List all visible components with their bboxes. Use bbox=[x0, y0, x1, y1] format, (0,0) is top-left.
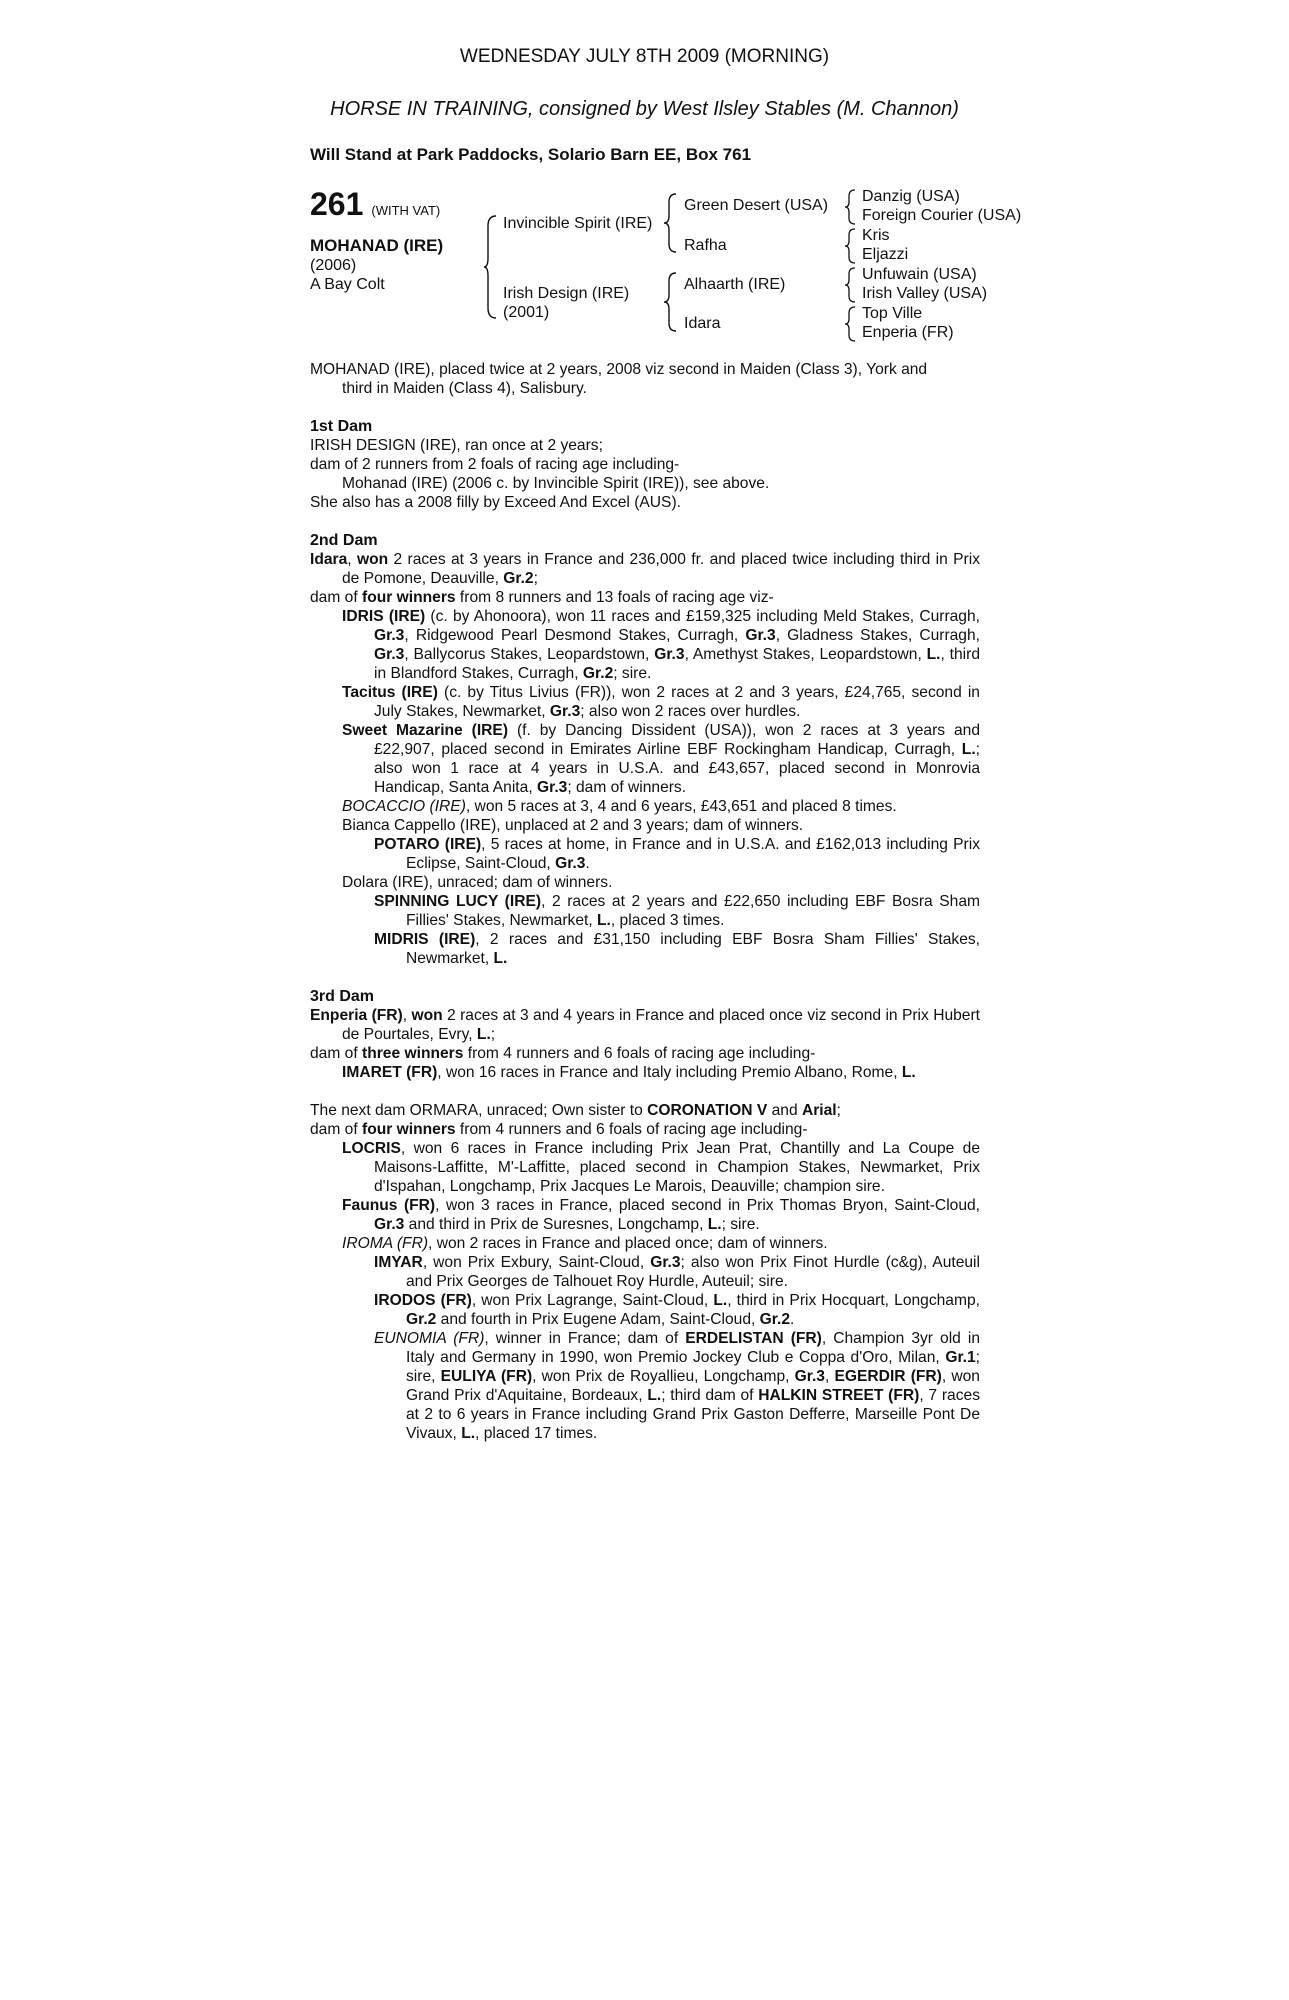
pedigree-dam-sire: Alhaarth (IRE) bbox=[684, 276, 786, 293]
next-dam-produce-line: dam of four winners from 4 runners and 6 foals of racing age including- bbox=[310, 1121, 808, 1138]
next-dam-line: The next dam ORMARA, unraced; Own sister to CORONATION V and Arial; bbox=[310, 1102, 841, 1119]
dolara-entry: Dolara (IRE), unraced; dam of winners. bbox=[342, 874, 613, 891]
first-dam-line-1: IRISH DESIGN (IRE), ran once at 2 years; bbox=[310, 437, 603, 454]
bocaccio-entry: BOCACCIO (IRE), won 5 races at 3, 4 and 6 years, £43,651 and placed 8 times. bbox=[342, 798, 897, 815]
pedigree-ggs-4: Eljazzi bbox=[862, 246, 909, 263]
stand-location: Will Stand at Park Paddocks, Solario Barn EE, Box 761 bbox=[310, 145, 752, 164]
imaret-entry: IMARET (FR), won 16 races in France and Italy including Premio Albano, Rome, L. bbox=[342, 1064, 916, 1081]
second-dam-produce-line: dam of four winners from 8 runners and 13 foals of racing age viz- bbox=[310, 589, 774, 606]
pedigree-brace-gen1 bbox=[484, 214, 498, 320]
pedigree-ggs-1: Danzig (USA) bbox=[862, 188, 960, 205]
horse-name: MOHANAD (IRE) bbox=[310, 236, 444, 255]
locris-entry: LOCRIS, won 6 races in France including Prix Jean Prat, Chantilly and La Coupe de Maisons-Laffitte, M'-Laffitte, placed second in Champion Stakes, Newmarket, Prix d'Ispahan, Longchamp, Prix Jacques Le Marois, Deauville; champion sire. bbox=[342, 1140, 980, 1195]
horse-description: A Bay Colt bbox=[310, 276, 385, 293]
pedigree-brace-ggs-4 bbox=[845, 305, 857, 343]
intro-line-2: third in Maiden (Class 4), Salisbury. bbox=[342, 380, 587, 397]
lot-number: 261 bbox=[310, 186, 364, 222]
idris-entry: IDRIS (IRE) (c. by Ahonoora), won 11 races and £159,325 including Meld Stakes, Curragh, Gr.3, Ridgewood Pearl Desmond Stakes, Curragh, Gr.3, Gladness Stakes, Curragh, Gr.3, Ballycorus Stakes, Leopardstown, Gr.3, Amethyst Stakes, Leopardstown, L., third in Blandford Stakes, Curragh, Gr.2; sire. bbox=[342, 608, 980, 682]
pedigree-ggs-5: Unfuwain (USA) bbox=[862, 266, 977, 283]
pedigree-ggs-3: Kris bbox=[862, 227, 890, 244]
third-dam-heading: 3rd Dam bbox=[310, 988, 375, 1005]
imyar-entry: IMYAR, won Prix Exbury, Saint-Cloud, Gr.3; also won Prix Finot Hurdle (c&g), Auteuil and Prix Georges de Talhouet Roy Hurdle, Auteuil; sire. bbox=[374, 1254, 980, 1290]
third-dam-produce-line: dam of three winners from 4 runners and 6 foals of racing age including- bbox=[310, 1045, 816, 1062]
sweet-mazarine-entry: Sweet Mazarine (IRE) (f. by Dancing Dissident (USA)), won 2 races at 3 years and £22,907, placed second in Emirates Airline EBF Rockingham Handicap, Curragh, L.; also won 1 race at 4 years in U.S.A. and £43,657, placed second in Monrovia Handicap, Santa Anita, Gr.3; dam of winners. bbox=[342, 722, 981, 796]
eunomia-entry: EUNOMIA (FR), winner in France; dam of ERDELISTAN (FR), Champion 3yr old in Italy and Germany in 1990, won Premio Jockey Club e Coppa d'Oro, Milan, Gr.1; sire, EULIYA (FR), won Prix de Royallieu, Longchamp, Gr.3, EGERDIR (FR), won Grand Prix d'Aquitaine, Bordeaux, L.; third dam of HALKIN STREET (FR), 7 races at 2 to 6 years in France including Grand Prix Gaston Defferre, Marseille Pont De Vivaux, L., placed 17 times. bbox=[374, 1330, 981, 1442]
first-dam-line-3: Mohanad (IRE) (2006 c. by Invincible Spirit (IRE)), see above. bbox=[342, 475, 770, 492]
catalogue-body bbox=[310, 360, 980, 1443]
irodos-entry: IRODOS (FR), won Prix Lagrange, Saint-Cloud, L., third in Prix Hocquart, Longchamp, Gr.2 and fourth in Prix Eugene Adam, Saint-Cloud, Gr.2. bbox=[374, 1292, 980, 1328]
pedigree-dam-dam: Idara bbox=[684, 315, 721, 332]
pedigree-ggs-7: Top Ville bbox=[862, 305, 923, 322]
sale-date: WEDNESDAY JULY 8TH 2009 (MORNING) bbox=[459, 46, 830, 67]
pedigree-sire-dam: Rafha bbox=[684, 237, 727, 254]
potaro-entry: POTARO (IRE), 5 races at home, in France and in U.S.A. and £162,013 including Prix Eclipse, Saint-Cloud, Gr.3. bbox=[374, 836, 981, 872]
pedigree-ggs-6: Irish Valley (USA) bbox=[862, 285, 988, 302]
pedigree-dam: Irish Design (IRE) bbox=[503, 285, 630, 302]
pedigree-brace-sire bbox=[664, 192, 678, 254]
pedigree-brace-dam bbox=[664, 271, 678, 333]
faunus-entry: Faunus (FR), won 3 races in France, placed second in Prix Thomas Bryon, Saint-Cloud, Gr.3 and third in Prix de Suresnes, Longchamp, L.; sire. bbox=[342, 1197, 981, 1233]
lot-vat: (WITH VAT) bbox=[371, 203, 441, 218]
enperia-entry: Enperia (FR), won 2 races at 3 and 4 years in France and placed once viz second in Prix Hubert de Pourtales, Evry, L.; bbox=[310, 1007, 980, 1043]
idara-entry: Idara, won 2 races at 3 years in France and 236,000 fr. and placed twice including third in Prix de Pomone, Deauville, Gr.2; bbox=[310, 551, 980, 587]
first-dam-heading: 1st Dam bbox=[310, 418, 373, 435]
lot-header bbox=[310, 186, 440, 223]
consignor-line: HORSE IN TRAINING, consigned by West Ilsley Stables (M. Channon) bbox=[330, 98, 959, 120]
pedigree-sire: Invincible Spirit (IRE) bbox=[503, 215, 653, 232]
pedigree-ggs-2: Foreign Courier (USA) bbox=[862, 207, 1022, 224]
midris-entry: MIDRIS (IRE), 2 races and £31,150 including EBF Bosra Sham Fillies' Stakes, Newmarket, L. bbox=[374, 931, 980, 967]
first-dam-line-4: She also has a 2008 filly by Exceed And Excel (AUS). bbox=[310, 494, 681, 511]
tacitus-entry: Tacitus (IRE) (c. by Titus Livius (FR)), won 2 races at 2 and 3 years, £24,765, second in July Stakes, Newmarket, Gr.3; also won 2 races over hurdles. bbox=[342, 684, 980, 720]
intro-line-1: MOHANAD (IRE), placed twice at 2 years, 2008 viz second in Maiden (Class 3), York and bbox=[310, 361, 928, 378]
pedigree-brace-ggs-1 bbox=[845, 188, 857, 226]
first-dam-line-2: dam of 2 runners from 2 foals of racing age including- bbox=[310, 456, 680, 473]
pedigree-brace-ggs-3 bbox=[845, 266, 857, 304]
iroma-entry: IROMA (FR), won 2 races in France and placed once; dam of winners. bbox=[342, 1235, 828, 1252]
horse-year: (2006) bbox=[310, 257, 357, 274]
pedigree-ggs-8: Enperia (FR) bbox=[862, 324, 954, 341]
pedigree-brace-ggs-2 bbox=[845, 227, 857, 265]
bianca-cappello-entry: Bianca Cappello (IRE), unplaced at 2 and 3 years; dam of winners. bbox=[342, 817, 804, 834]
second-dam-heading: 2nd Dam bbox=[310, 532, 378, 549]
pedigree-dam-year: (2001) bbox=[503, 304, 550, 321]
pedigree-sire-sire: Green Desert (USA) bbox=[684, 197, 829, 214]
spinning-lucy-entry: SPINNING LUCY (IRE), 2 races at 2 years and £22,650 including EBF Bosra Sham Fillies' Stakes, Newmarket, L., placed 3 times. bbox=[374, 893, 981, 929]
